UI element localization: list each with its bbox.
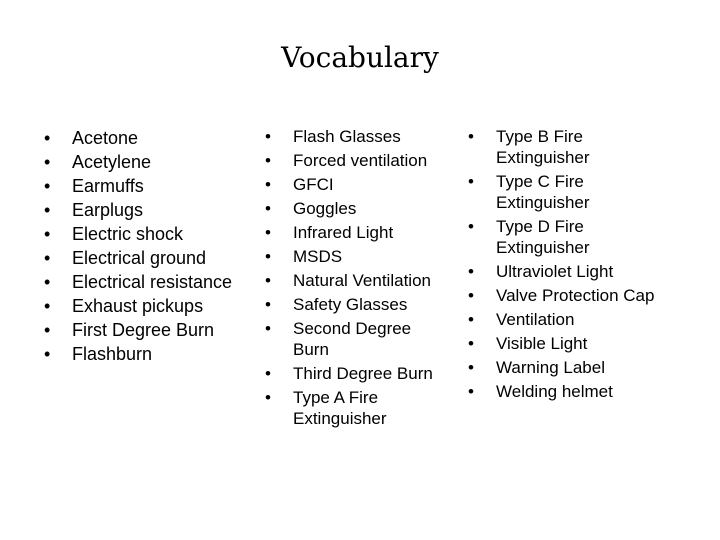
list-item: • Earmuffs [44, 174, 232, 198]
list-item: • Acetylene [44, 150, 232, 174]
list-item: • Type D Fire Extinguisher [468, 216, 678, 258]
list-item: • First Degree Burn [44, 318, 232, 342]
list-item: • Type C Fire Extinguisher [468, 171, 678, 213]
vocabulary-column-3 [468, 126, 678, 405]
list-item: • Ultraviolet Light [468, 261, 678, 282]
list-item: • Second Degree Burn [265, 318, 435, 360]
list-item: • Third Degree Burn [265, 363, 435, 384]
list-item: • Natural Ventilation [265, 270, 435, 291]
list-item: • Type A Fire Extinguisher [265, 387, 435, 429]
list-item: • Forced ventilation [265, 150, 435, 171]
list-item: • Valve Protection Cap [468, 285, 678, 306]
list-item: • Electric shock [44, 222, 232, 246]
list-item: • GFCI [265, 174, 435, 195]
list-item: • Ventilation [468, 309, 678, 330]
list-item: • Warning Label [468, 357, 678, 378]
vocabulary-column-1 [44, 126, 232, 366]
list-item: • Infrared Light [265, 222, 435, 243]
list-item: • Exhaust pickups [44, 294, 232, 318]
list-item: • Welding helmet [468, 381, 678, 402]
list-item: • Safety Glasses [265, 294, 435, 315]
list-item: • Acetone [44, 126, 232, 150]
list-item: • Type B Fire Extinguisher [468, 126, 678, 168]
list-item: • Electrical ground [44, 246, 232, 270]
list-item: • Earplugs [44, 198, 232, 222]
list-item: • MSDS [265, 246, 435, 267]
list-item: • Goggles [265, 198, 435, 219]
list-item: • Visible Light [468, 333, 678, 354]
list-item: • Electrical resistance [44, 270, 232, 294]
list-item: • Flashburn [44, 342, 232, 366]
list-item: • Flash Glasses [265, 126, 435, 147]
vocabulary-column-2 [265, 126, 435, 432]
page-title: Vocabulary [281, 41, 439, 74]
